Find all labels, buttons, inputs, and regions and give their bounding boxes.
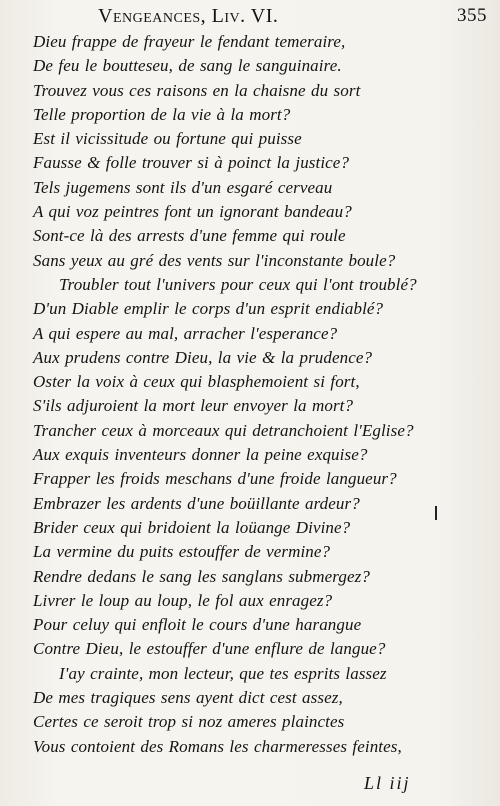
verse-line-indented: Troubler tout l'univers pour ceux qui l'ont troublé? — [59, 274, 417, 294]
verse-line: Trancher ceux à morceaux qui detranchoient l'Eglise? — [33, 420, 414, 440]
verse-line: Rendre dedans le sang les sanglans submergez? — [33, 566, 370, 586]
verse-line: Aux prudens contre Dieu, la vie & la prudence? — [33, 347, 373, 367]
verse-line: Dieu frappe de frayeur le fendant temeraire, — [33, 32, 346, 51]
verse-line: Sans yeux au gré des vents sur l'inconstante boule? — [33, 250, 396, 270]
verse-line: Livrer le loup au loup, le fol aux enragez? — [33, 590, 333, 610]
verse-line: D'un Diable emplir le corps d'un esprit endiablé? — [33, 299, 384, 319]
verse-line: Oster la voix à ceux qui blasphemoient si fort, — [33, 372, 360, 392]
verse-line: Embrazer les ardents d'une boüillante ardeur? — [33, 493, 360, 513]
verse-line: Brider ceux qui bridoient la loüange Divine? — [33, 517, 351, 537]
verse-line: La vermine du puits estouffer de vermine? — [33, 542, 331, 562]
verse-line: Tels jugemens sont ils d'un esgaré cerveau — [33, 177, 333, 197]
signature-mark: Ll iij — [364, 773, 411, 793]
page-number: 355 — [457, 5, 487, 26]
verse-line: Trouvez vous ces raisons en la chaisne du sort — [33, 80, 361, 100]
verse-line: De mes tragiques sens ayent dict cest assez, — [33, 688, 343, 708]
verse-line: A qui espere au mal, arracher l'esperance? — [33, 323, 338, 343]
verse-line: Frapper les froids meschans d'une froide langueur? — [33, 469, 397, 489]
verse-line: De feu le boutteseu, de sang le sanguinaire. — [33, 56, 342, 76]
verse-line: Sont-ce là des arrests d'une femme qui roule — [33, 226, 346, 246]
verse-line: Est il vicissitude ou fortune qui puisse — [33, 129, 302, 149]
margin-mark — [435, 506, 437, 520]
verse-line: Telle proportion de la vie à la mort? — [33, 104, 291, 124]
facing-page-show-through — [462, 60, 500, 700]
verse-line: Vous contoient des Romans les charmeresses feintes, — [33, 736, 402, 756]
verse-line: Certes ce seroit trop si noz ameres plainctes — [33, 712, 345, 732]
verse-line: Contre Dieu, le estouffer d'une enflure de langue? — [33, 639, 386, 659]
verse-line: A qui voz peintres font un ignorant bandeau? — [33, 202, 352, 222]
verse-line: Pour celuy qui enfloit le cours d'une harangue — [33, 615, 362, 635]
verse-line: Fausse & folle trouver si à poinct la justice? — [33, 153, 350, 173]
verse-line-indented: I'ay crainte, mon lecteur, que tes esprits lassez — [59, 663, 387, 683]
verse-block — [33, 30, 463, 759]
page-header — [98, 5, 493, 29]
verse-line: Aux exquis inventeurs donner la peine exquise? — [33, 445, 368, 465]
verse-line: S'ils adjuroient la mort leur envoyer la mort? — [33, 396, 354, 416]
running-title: Vengeances, Liv. VI. — [98, 5, 279, 27]
